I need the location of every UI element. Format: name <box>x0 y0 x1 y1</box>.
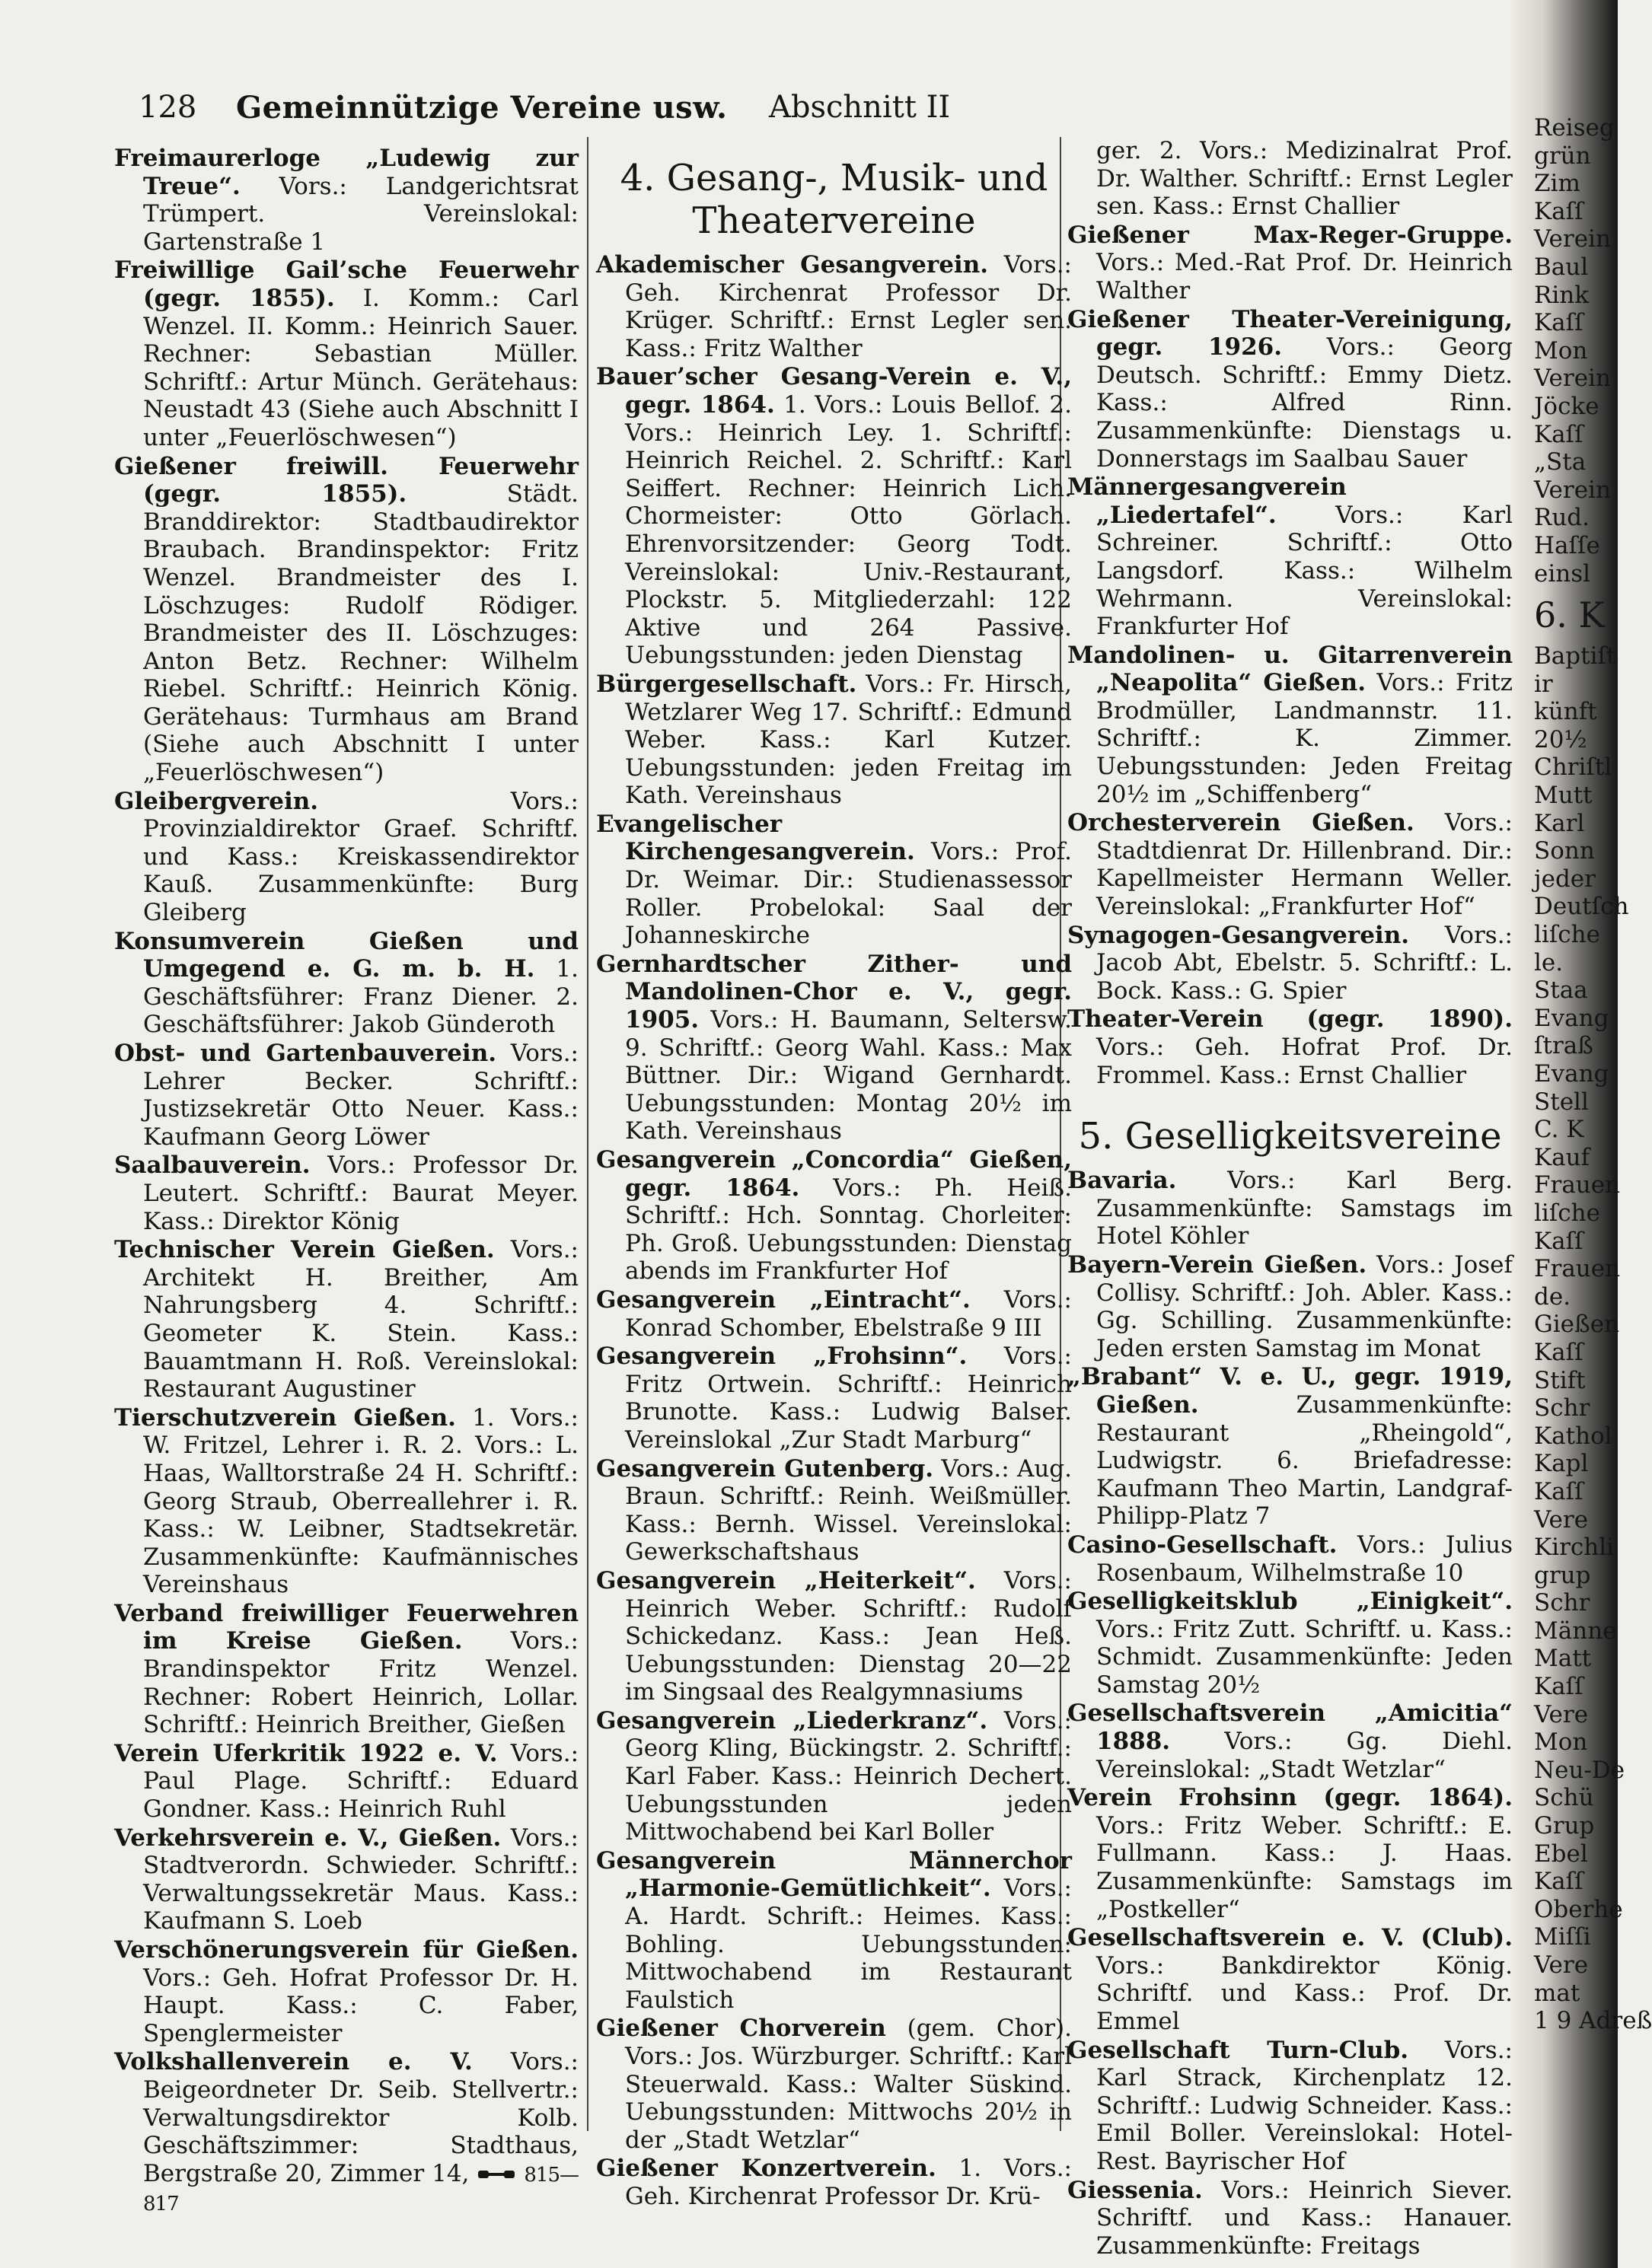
cropped-fragment: Kaſſ <box>1534 1477 1583 1505</box>
list-item: Technischer Verein Gießen. Vors.: Architekt H. Breither, Am Nahrungsberg 4. Schriftf.: Geometer K. Stein. Kass.: Bauamtmann H. Roß. Vereinslokal: Restaurant Augustiner <box>114 1236 579 1403</box>
list-item: Akademischer Gesangverein. Vors.: Geh. Kirchenrat Professor Dr. Krüger. Schriftf.: Ernst Legler sen. Kass.: Fritz Walther <box>596 251 1072 362</box>
cropped-fragment: Kaſſ <box>1534 1227 1583 1255</box>
cropped-fragment: 6. K <box>1534 594 1605 636</box>
cropped-fragment: „Sta <box>1534 448 1587 476</box>
list-item: Verein Uferkritik 1922 e. V. Vors.: Paul Plage. Schriftf.: Eduard Gondner. Kass.: Heinrich Ruhl <box>114 1739 579 1824</box>
list-item: Gesangverein „Heiterkeit“. Vors.: Heinrich Weber. Schriftf.: Rudolf Schickedanz. Kass.: Jean Heß. Uebungsstunden: Dienstag 20—22 im Singsaal des Realgymnasiums <box>596 1566 1072 1706</box>
cropped-fragment: mat <box>1534 1979 1580 2007</box>
running-header <box>122 90 1568 135</box>
list-item: Bavaria. Vors.: Karl Berg. Zusammenkünfte: Samstags im Hotel Köhler <box>1067 1167 1513 1250</box>
column-4-cropped <box>1534 114 1652 2035</box>
cropped-fragment: Grup <box>1534 1812 1595 1840</box>
cropped-fragment: ir <box>1534 670 1553 698</box>
list-item: „Brabant“ V. e. U., gegr. 1919, Gießen. Zusammenkünfte: Restaurant „Rheingold“, Ludwigstr. 6. Briefadresse: Kaufmann Theo Martin, Landgraf-Philipp-Platz 7 <box>1067 1363 1513 1531</box>
column-3 <box>1067 137 1513 2260</box>
cropped-fragment: Gießen <box>1534 1311 1620 1339</box>
cropped-fragment: Verein <box>1534 225 1611 253</box>
continued-entry: ger. 2. Vors.: Medizinalrat Prof. Dr. Walther. Schriftf.: Ernst Legler sen. Kass.: Ernst Challier <box>1096 137 1513 221</box>
running-title: Gemeinnützige Vereine usw. <box>236 90 728 126</box>
cropped-fragment: Schr <box>1534 1589 1590 1617</box>
cropped-fragment: Matt <box>1534 1645 1592 1673</box>
cropped-fragment: einsl <box>1534 559 1591 588</box>
cropped-fragment: Baptiſt <box>1534 642 1616 671</box>
list-item: Tierschutzverein Gießen. 1. Vors.: W. Fritzel, Lehrer i. R. 2. Vors.: L. Haas, Walltorstraße 24 H. Schriftf.: Georg Straub, Oberreallehrer i. R. Kass.: W. Leibner, Stadtsekretär. Zusammenkünfte: Kaufmännisches Vereinshaus <box>114 1403 579 1599</box>
cropped-fragment: Mon <box>1534 336 1588 365</box>
list-item: Gießener Konzertverein. 1. Vors.: Geh. Kirchenrat Professor Dr. Krü- <box>596 2155 1073 2210</box>
cropped-fragment: 1 9 Adreß <box>1534 2007 1652 2035</box>
list-item: Freimaurerloge „Ludewig zur Treue“. Vors.: Landgerichtsrat Trümpert. Vereinslokal: Gartenstraße 1 <box>114 145 579 256</box>
list-item: Verband freiwilliger Feuerwehren im Kreise Gießen. Vors.: Brandinspektor Fritz Wenzel. Rechner: Robert Heinrich, Lollar. Schriftf.: Heinrich Breither, Gießen <box>114 1599 579 1739</box>
cropped-fragment: liſche <box>1534 921 1600 949</box>
cropped-fragment: Kathol <box>1534 1422 1612 1450</box>
cropped-fragment: Ebel <box>1534 1840 1588 1868</box>
cropped-fragment: Kaſſ <box>1534 420 1583 448</box>
list-item: Geselligkeitsklub „Einigkeit“. Vors.: Fritz Zutt. Schriftf. u. Kass.: Schmidt. Zusammenkünfte: Jeden Samstag 20½ <box>1067 1588 1513 1699</box>
list-item: Gesangverein Gutenberg. Vors.: Aug. Braun. Schriftf.: Reinh. Weißmüller. Kass.: Bernh. Wissel. Vereinslokal: Gewerkschaftshaus <box>596 1454 1072 1566</box>
cropped-fragment: Stift <box>1534 1366 1586 1394</box>
cropped-fragment: Miſſi <box>1534 1923 1591 1951</box>
cropped-fragment: Reiseg <box>1534 114 1615 142</box>
list-item: Mandolinen- u. Gitarrenverein „Neapolita“ Gießen. Vors.: Fritz Brodmüller, Landmannstr. 11. Schriftf.: K. Zimmer. Uebungsstunden: Jeden Freitag 20½ im „Schiffenberg“ <box>1067 641 1513 808</box>
cropped-fragment: le. <box>1534 948 1564 976</box>
cropped-fragment: Oberhe <box>1534 1895 1623 1923</box>
cropped-fragment: Evang <box>1534 1004 1609 1032</box>
list-item: Freiwillige Gail’sche Feuerwehr (gegr. 1855). I. Komm.: Carl Wenzel. II. Komm.: Heinrich Sauer. Rechner: Sebastian Müller. Schriftf.: Artur Münch. Gerätehaus: Neustadt 43 (Siehe auch Abschnitt I unter „Feuerlöschwesen“) <box>114 256 579 451</box>
list-item: Gesangverein „Frohsinn“. Vors.: Fritz Ortwein. Schriftf.: Heinrich Brunotte. Kass.: Ludwig Balser. Vereinslokal „Zur Stadt Marburg“ <box>596 1343 1072 1454</box>
cropped-fragment: Rink <box>1534 281 1590 309</box>
cropped-fragment: Vere <box>1534 1505 1589 1534</box>
cropped-fragment: C. K <box>1534 1116 1584 1144</box>
section-label: Abschnitt II <box>769 90 951 125</box>
cropped-fragment: liſche <box>1534 1199 1600 1227</box>
cropped-fragment: künft <box>1534 698 1597 726</box>
list-item: Gesangverein „Eintracht“. Vors.: Konrad Schomber, Ebelstraße 9 III <box>596 1285 1072 1342</box>
cropped-fragment: Deutſch <box>1534 893 1629 921</box>
cropped-fragment: Chriſtl <box>1534 753 1612 782</box>
list-item: Gießener Theater-Vereinigung, gegr. 1926. Vors.: Georg Deutsch. Schriftf.: Emmy Dietz. Kass.: Alfred Rinn. Zusammenkünfte: Dienstags u. Donnerstags im Saalbau Sauer <box>1067 305 1513 473</box>
cropped-fragment: grup <box>1534 1561 1591 1589</box>
cropped-fragment: Zim <box>1534 170 1580 198</box>
list-item: Gesangverein „Concordia“ Gießen, gegr. 1864. Vors.: Ph. Heiß. Schriftf.: Hch. Sonntag. Chorleiter: Ph. Groß. Uebungsstunden: Dienstag abends im Frankfurter Hof <box>596 1146 1072 1285</box>
list-item: Evangelischer Kirchengesangverein. Vors.: Prof. Dr. Weimar. Dir.: Studienassessor Roller. Probelokal: Saal der Johanneskirche <box>596 810 1072 950</box>
cropped-fragment: Stell <box>1534 1088 1589 1116</box>
list-item: Bürgergesellschaft. Vors.: Fr. Hirsch, Wetzlarer Weg 17. Schriftf.: Edmund Weber. Kass.: Karl Kutzer. Uebungsstunden: jeden Freitag im Kath. Vereinshaus <box>596 670 1072 810</box>
column-1 <box>114 145 579 2219</box>
list-item: Verschönerungsverein für Gießen. Vors.: Geh. Hofrat Professor Dr. H. Haupt. Kass.: C. Faber, Spenglermeister <box>114 1936 579 2047</box>
cropped-fragment: Evang <box>1534 1060 1609 1088</box>
cropped-fragment: Schü <box>1534 1784 1594 1812</box>
cropped-fragment: Haſſe <box>1534 531 1600 559</box>
telephone-icon <box>477 2166 516 2183</box>
list-item: Konsumverein Gießen und Umgegend e. G. m. b. H. 1. Geschäftsführer: Franz Diener. 2. Geschäftsführer: Jakob Günderoth <box>114 927 579 1039</box>
cropped-fragment: ſtraß <box>1534 1032 1593 1060</box>
cropped-fragment: Kirchli <box>1534 1534 1615 1562</box>
page-number: 128 <box>139 90 197 125</box>
list-item: Gesellschaftsverein „Amicitia“ 1888. Vors.: Gg. Diehl. Vereinslokal: „Stadt Wetzlar“ <box>1067 1699 1513 1783</box>
list-item: Giessenia. Vors.: Heinrich Siever. Schriftf. und Kass.: Hanauer. Zusammenkünfte: Freitags <box>1067 2176 1513 2260</box>
cropped-fragment: jeder <box>1534 865 1596 893</box>
cropped-fragment: Mutt <box>1534 782 1593 810</box>
cropped-fragment: Mon <box>1534 1728 1588 1757</box>
cropped-fragment: Kapl <box>1534 1450 1589 1478</box>
list-item: Bauer’scher Gesang-Verein e. V., gegr. 1864. 1. Vors.: Louis Bellof. 2. Vors.: Heinrich Ley. 1. Schriftf.: Heinrich Reichel. 2. Schriftf.: Karl Seiffert. Rechner: Heinrich Lich. Chormeister: Otto Görlach. Ehrenvorsitzender: Georg Todt. Vereinslokal: Univ.-Restaurant, Plockstr. 5. Mitgliederzahl: 122 Aktive und 264 Passive. Uebungsstunden: jeden Dienstag <box>596 363 1073 670</box>
cropped-fragment: Staa <box>1534 976 1588 1005</box>
cropped-fragment: Sonn <box>1534 837 1595 865</box>
cropped-fragment: Kaſſ <box>1534 309 1583 337</box>
list-item: Orchesterverein Gießen. Vors.: Stadtdienrat Dr. Hillenbrand. Dir.: Kapellmeister Hermann Weller. Vereinslokal: „Frankfurter Hof“ <box>1067 809 1513 921</box>
cropped-fragment: grün <box>1534 142 1591 170</box>
cropped-fragment: Karl <box>1534 809 1585 837</box>
list-item: Bayern-Verein Gießen. Vors.: Josef Collisy. Schriftf.: Joh. Abler. Kass.: Gg. Schilling. Zusammenkünfte: Jeden ersten Samstag im Monat <box>1067 1250 1513 1362</box>
section-heading: 4. Gesang-, Musik- und Theatervereine <box>620 157 1048 242</box>
cropped-fragment: 20½ <box>1534 725 1587 753</box>
list-item: Gernhardtscher Zither- und Mandolinen-Chor e. V., gegr. 1905. Vors.: H. Baumann, Seltersw. 9. Schriftf.: Georg Wahl. Kass.: Max Büttner. Dir.: Wigand Gernhardt. Uebungsstunden: Montag 20½ im Kath. Vereinshaus <box>596 950 1072 1145</box>
list-item: Saalbauverein. Vors.: Professor Dr. Leutert. Schriftf.: Baurat Meyer. Kass.: Direktor König <box>114 1152 579 1235</box>
column-2 <box>596 145 1072 2212</box>
section-heading: 5. Geselligkeitsvereine <box>1078 1115 1502 1158</box>
cropped-fragment: Schr <box>1534 1394 1590 1422</box>
cropped-fragment: Frauen <box>1534 1255 1621 1283</box>
telephone-number: 815—817 <box>143 2163 579 2216</box>
cropped-fragment: Vere <box>1534 1951 1589 1979</box>
cropped-fragment: de. <box>1534 1282 1571 1311</box>
list-item: Casino-Gesellschaft. Vors.: Julius Rosenbaum, Wilhelmstraße 10 <box>1067 1531 1513 1587</box>
list-item: Gleibergverein. Vors.: Provinzialdirektor Graef. Schriftf. und Kass.: Kreiskassendirektor Kauß. Zusammenkünfte: Burg Gleiberg <box>114 787 579 927</box>
cropped-fragment: Kaſſ <box>1534 1673 1583 1701</box>
list-item: Gießener freiwill. Feuerwehr (gegr. 1855). Städt. Branddirektor: Stadtbaudirektor Braubach. Brandinspektor: Fritz Wenzel. Brandmeister des I. Löschzuges: Rudolf Rödiger. Brandmeister des II. Löschzuges: Anton Betz. Rechner: Wilhelm Riebel. Schriftf.: Heinrich König. Gerätehaus: Turmhaus am Brand (Siehe auch Abschnitt I unter „Feuerlöschwesen“) <box>114 452 579 787</box>
list-item: Synagogen-Gesangverein. Vors.: Jacob Abt, Ebelstr. 5. Schriftf.: L. Bock. Kass.: G. Spier <box>1067 921 1513 1005</box>
cropped-fragment: Kaſſ <box>1534 1868 1583 1896</box>
list-item: Männergesangverein „Liedertafel“. Vors.: Karl Schreiner. Schriftf.: Otto Langsdorf. Kass.: Wilhelm Wehrmann. Vereinslokal: Frankfurter Hof <box>1067 473 1513 641</box>
cropped-fragment: Neu-De <box>1534 1756 1625 1784</box>
list-item: Volkshallenverein e. V. Vors.: Beigeordneter Dr. Seib. Stellvertr.: Verwaltungsdirektor Kolb. Geschäftszimmer: Stadthaus, Bergstraße 20, Zimmer 14, 815—817 <box>114 2048 579 2216</box>
cropped-fragment: Rud. <box>1534 504 1590 532</box>
list-item: Gesellschaft Turn-Club. Vors.: Karl Strack, Kirchenplatz 12. Schriftf.: Ludwig Schneider. Kass.: Emil Boller. Vereinslokal: Hotel-Rest. Bayrischer Hof <box>1067 2036 1513 2175</box>
cropped-fragment: Kaſſ <box>1534 197 1583 225</box>
cropped-fragment: Frauen <box>1534 1171 1621 1199</box>
list-item: Gießener Max-Reger-Gruppe. Vors.: Med.-Rat Prof. Dr. Heinrich Walther <box>1067 221 1513 304</box>
cropped-fragment: Baul <box>1534 253 1589 281</box>
cropped-fragment: Verein <box>1534 476 1611 504</box>
list-item: Gesellschaftsverein e. V. (Club). Vors.: Bankdirektor König. Schriftf. und Kass.: Prof. Dr. Emmel <box>1067 1924 1513 2035</box>
list-item: Verkehrsverein e. V., Gießen. Vors.: Stadtverordn. Schwieder. Schriftf.: Verwaltungssekretär Maus. Kass.: Kaufmann S. Loeb <box>114 1824 579 1935</box>
list-item: Obst- und Gartenbauverein. Vors.: Lehrer Becker. Schriftf.: Justizsekretär Otto Neuer. Kass.: Kaufmann Georg Löwer <box>114 1040 579 1151</box>
column-rule-1 <box>587 137 588 2131</box>
cropped-fragment: Kauf <box>1534 1143 1590 1171</box>
cropped-fragment: Verein <box>1534 365 1611 393</box>
cropped-fragment: Kaſſ <box>1534 1338 1583 1366</box>
list-item: Verein Frohsinn (gegr. 1864). Vors.: Fritz Weber. Schriftf.: E. Fullmann. Kass.: J. Haas. Zusammenkünfte: Samstags im „Postkeller“ <box>1067 1784 1513 1923</box>
cropped-fragment: Vere <box>1534 1700 1589 1728</box>
cropped-fragment: Jöcke <box>1534 392 1599 420</box>
cropped-fragment: Männe <box>1534 1617 1617 1645</box>
list-item: Gießener Chorverein (gem. Chor). Vors.: Jos. Würzburger. Schriftf.: Karl Steuerwald. Kass.: Walter Süskind. Uebungsstunden: Mittwochs 20½ in der „Stadt Wetzlar“ <box>596 2015 1072 2154</box>
list-item: Gesangverein „Liederkranz“. Vors.: Georg Kling, Bückingstr. 2. Schriftf.: Karl Faber. Kass.: Heinrich Dechert. Uebungsstunden jeden Mittwochabend bei Karl Boller <box>596 1706 1072 1846</box>
list-item: Gesangverein Männerchor „Harmonie-Gemütlichkeit“. Vors.: A. Hardt. Schrift.: Heimes. Kass.: Bohling. Uebungsstunden: Mittwochabend im Restaurant Faulstich <box>596 1846 1072 2014</box>
list-item: Theater-Verein (gegr. 1890). Vors.: Geh. Hofrat Prof. Dr. Frommel. Kass.: Ernst Challier <box>1067 1005 1513 1089</box>
